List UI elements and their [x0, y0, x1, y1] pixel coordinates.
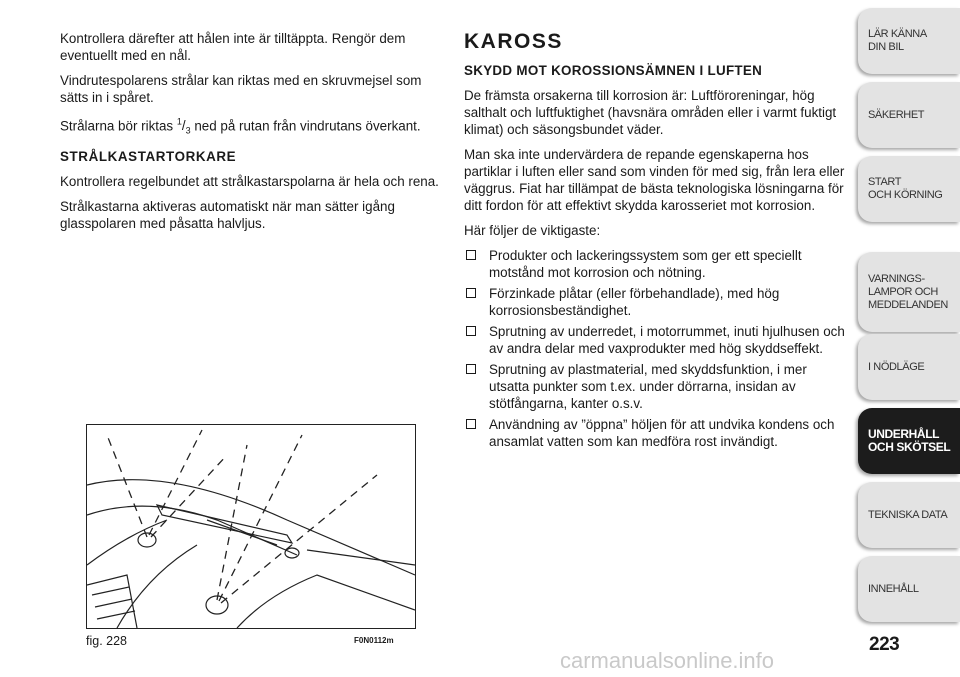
section-subtitle: SKYDD MOT KOROSSIONSÄMNEN I LUFTEN [464, 63, 763, 78]
headlamp-washer-illustration [87, 425, 415, 628]
figure-caption: fig. 228 [86, 634, 128, 648]
checkbox-bullet-icon [466, 364, 476, 374]
section-tabs [858, 0, 960, 677]
left-column [60, 30, 445, 240]
page-number: 223 [869, 634, 900, 655]
tab-tekniska-data[interactable]: TEKNISKA DATA [858, 482, 960, 548]
tab-i-nodlage[interactable]: I NÖDLÄGE [858, 334, 960, 400]
paragraph: De främsta orsakerna till korrosion är: Luftföroreningar, hög salthalt och luftfuktighet (havsnära områden eller i varmt fuktigt klimat) och säsongsbundet väder. [464, 88, 837, 137]
tab-start-och-korning[interactable]: START OCH KÖRNING [858, 156, 960, 222]
paragraph-fraction: Strålarna bör riktas $^1/_3$ ned på rutan från vindrutans överkant. [60, 117, 421, 137]
checkbox-bullet-icon [466, 419, 476, 429]
tab-underhall-och-skotsel[interactable]: UNDERHÅLL OCH SKÖTSEL [858, 408, 960, 474]
checkbox-bullet-icon [466, 250, 476, 260]
list-item: Förzinkade plåtar (eller förbehandlade), med hög korrosionsbeständighet. [464, 285, 849, 319]
page-title: KAROSS [464, 30, 563, 53]
paragraph: Kontrollera regelbundet att strålkastarspolarna är hela och rena. [60, 174, 439, 190]
tab-varningslampor[interactable]: VARNINGS- LAMPOR OCH MEDDELANDEN [858, 252, 960, 332]
right-column [464, 30, 849, 454]
bullet-list [464, 247, 849, 450]
list-item: Produkter och lackeringssystem som ger ett speciellt motstånd mot korrosion och nötning. [464, 247, 849, 281]
checkbox-bullet-icon [466, 326, 476, 336]
paragraph: Strålkastarna aktiveras automatiskt när man sätter igång glasspolaren med påsatta halvljus. [60, 199, 395, 232]
tab-lar-kanna-din-bil[interactable]: LÄR KÄNNA DIN BIL [858, 8, 960, 74]
paragraph: Kontrollera därefter att hålen inte är tilltäppta. Rengör dem eventuellt med en nål. [60, 31, 406, 63]
watermark: carmanualsonline.info [560, 648, 775, 673]
tab-innehall[interactable]: INNEHÅLL [858, 556, 960, 622]
list-item: Användning av ”öppna” höljen för att undvika kondens och ansamlat vatten som kan medföra rost invändigt. [464, 416, 849, 450]
paragraph: Här följer de viktigaste: [464, 223, 601, 238]
checkbox-bullet-icon [466, 288, 476, 298]
paragraph: Man ska inte undervärdera de repande egenskaperna hos partiklar i luften eller sand som vinden för med sig, från lera eller väggrus. Fiat har tillämpat de bästa teknologiska lösningarna för ditt fordon för att effektivt skydda karosseriet mot korrosion. [464, 147, 845, 213]
tab-sakerhet[interactable]: SÄKERHET [858, 82, 960, 148]
list-item: Sprutning av plastmaterial, med skyddsfunktion, i mer utsatta punkter som t.ex. under dörrarna, insidan av stötfångarna, kanter o.s.v. [464, 361, 849, 412]
figure-code: F0N0112m [354, 636, 394, 645]
paragraph: Vindrutespolarens strålar kan riktas med en skruvmejsel som sätts in i spåret. [60, 73, 422, 105]
section-heading: STRÅLKASTARTORKARE [60, 149, 237, 165]
figure-headlamp-washer [86, 424, 416, 629]
list-item: Sprutning av underredet, i motorrummet, inuti hjulhusen och av andra delar med vaxprodukter med hög skyddseffekt. [464, 323, 849, 357]
